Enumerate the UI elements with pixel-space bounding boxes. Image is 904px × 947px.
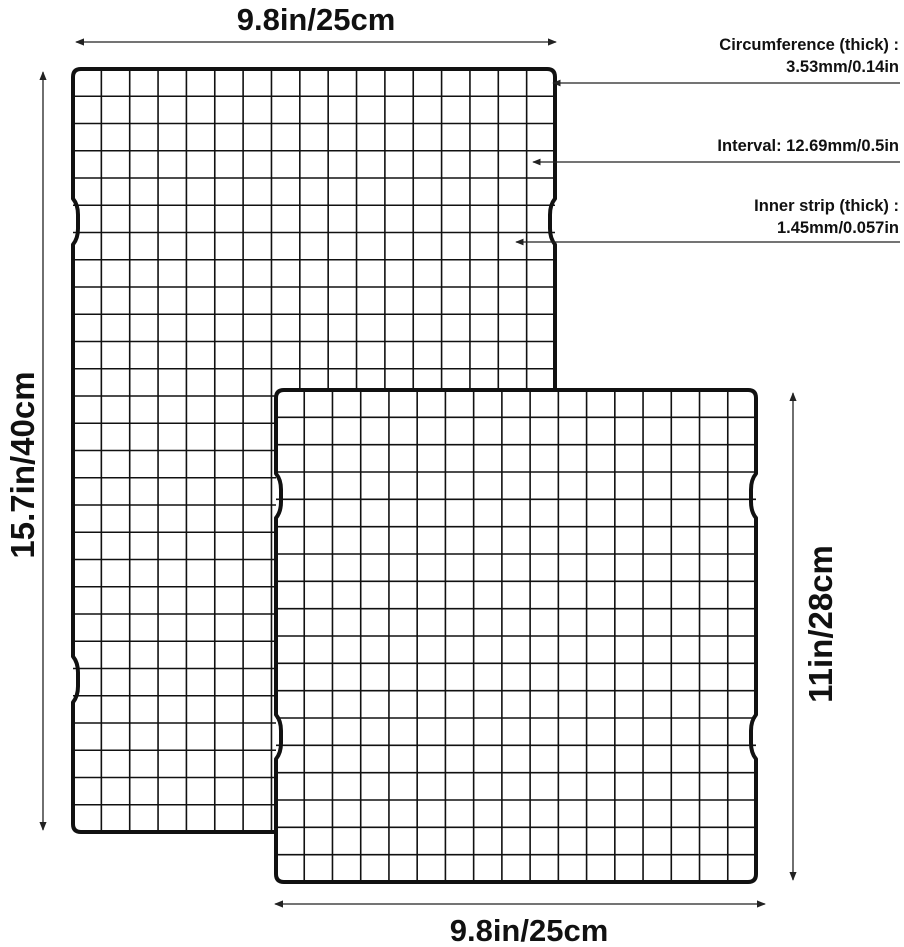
circumference-value: 3.53mm/0.14in <box>786 58 899 76</box>
interval-label: Interval: 12.69mm/0.5in <box>717 137 899 155</box>
circumference-label: Circumference (thick) : <box>719 36 899 54</box>
right-height-label: 11in/28cm <box>802 545 839 703</box>
top-width-label: 9.8in/25cm <box>236 2 396 37</box>
small-cooling-rack <box>276 390 756 882</box>
bottom-width-label: 9.8in/25cm <box>449 913 609 947</box>
inner-strip-label: Inner strip (thick) : <box>754 197 899 215</box>
left-height-label: 15.7in/40cm <box>4 371 41 559</box>
inner-strip-value: 1.45mm/0.057in <box>777 219 899 237</box>
